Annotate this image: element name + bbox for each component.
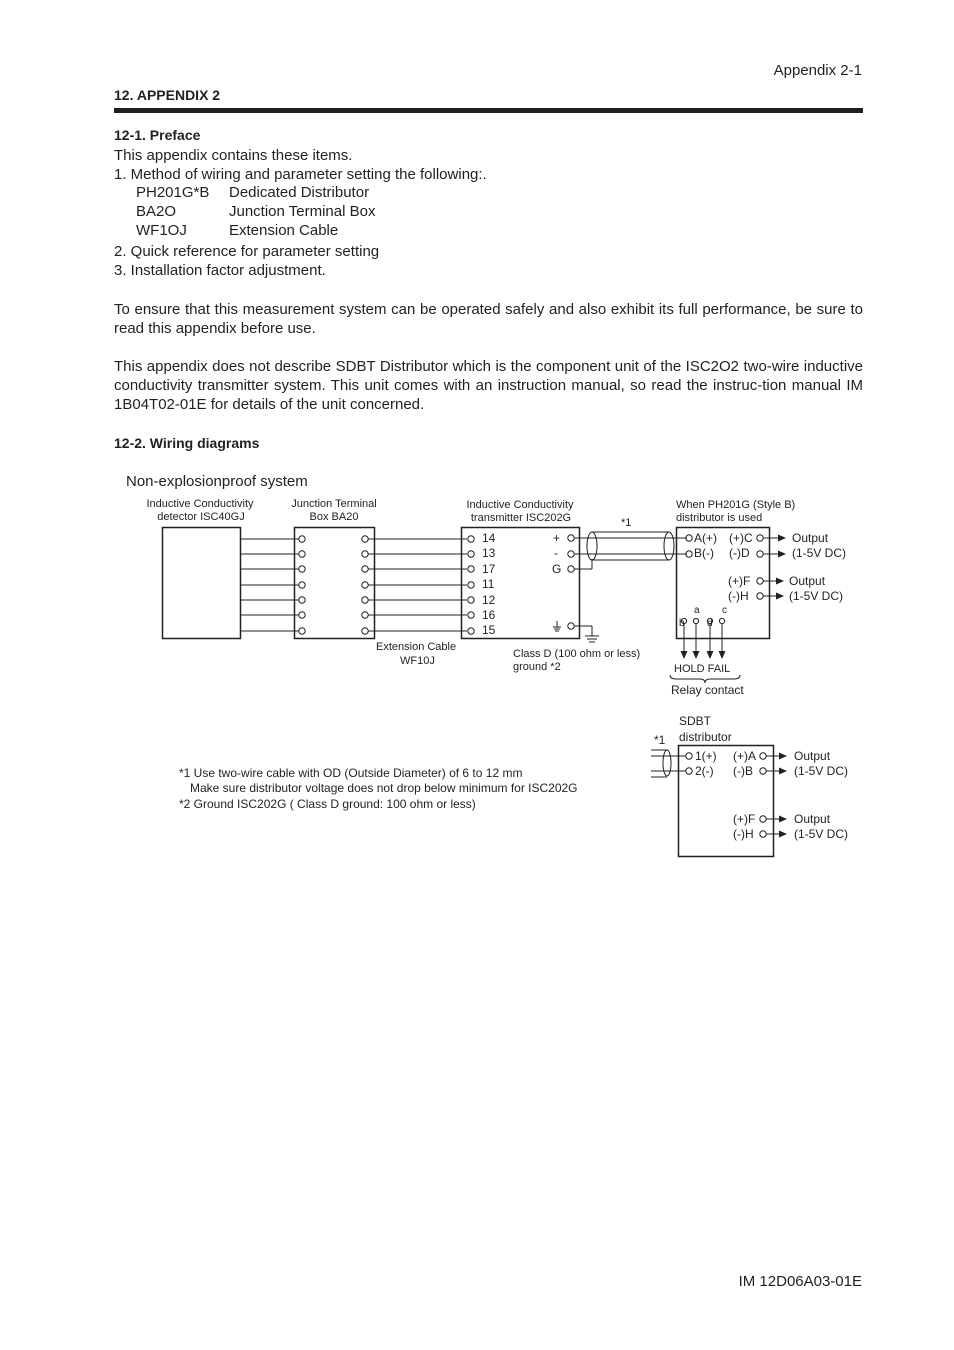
ph-terminal-c: (+)C xyxy=(729,531,753,545)
ph-output-2-label: Output xyxy=(789,574,826,588)
ph201g-label: When PH201G (Style B) xyxy=(676,499,796,511)
terminal-15: 15 xyxy=(482,623,496,637)
extension-cable-wires xyxy=(368,539,467,631)
sdbt-output-1-label: Output xyxy=(794,749,831,763)
transmitter-label: Inductive Conductivity xyxy=(466,499,574,511)
terminal-13: 13 xyxy=(482,546,496,560)
sdbt-output-2-label: Output xyxy=(794,812,831,826)
note-mark-2: *1 xyxy=(654,733,666,747)
terminal-12: 12 xyxy=(482,593,496,607)
two-wire-cable xyxy=(574,532,687,569)
detector-box xyxy=(163,528,241,639)
sdbt-label-2: distributor xyxy=(679,730,732,744)
ph-terminal-a: A(+) xyxy=(694,531,718,545)
sdbt-terminal-f: (+)F xyxy=(733,812,756,826)
detector-wires xyxy=(241,539,299,631)
jbox-label: Junction Terminal xyxy=(291,498,377,510)
preface-item-1: 1. Method of wiring and parameter setting the following:. xyxy=(114,166,487,183)
sdbt-terminal-b: (-)B xyxy=(733,764,753,778)
extension-cable-label: Extension Cable xyxy=(376,641,457,653)
ph201g-box xyxy=(677,528,770,639)
detector-label: Inductive Conductivity xyxy=(146,498,254,510)
document-id: IM 12D06A03-01E xyxy=(738,1273,862,1290)
section-title: 12. APPENDIX 2 xyxy=(114,87,221,103)
transmitter-box xyxy=(462,528,580,639)
hold-fail-label: HOLD FAIL xyxy=(674,663,731,675)
list-item-desc: Extension Cable xyxy=(229,222,339,239)
relay-a-label: a xyxy=(694,605,700,616)
ph-terminal-f: (+)F xyxy=(728,574,751,588)
ground-label: Class D (100 ohm or less) xyxy=(513,648,641,660)
ph-terminal-h: (-)H xyxy=(728,589,749,603)
sdbt-paragraph: This appendix does not describe SDBT Distributor which is the component unit of the ISC2O2 two-wire inductive conductivity transmitter system. This unit comes with an instruction manual, so read the instruc-tion manual IM 1B04T02-01E for details of the unit concerned. xyxy=(114,358,863,414)
page-reference: Appendix 2-1 xyxy=(773,62,862,79)
terminal-14: 14 xyxy=(482,531,496,545)
ground-label-2: ground *2 xyxy=(513,661,561,673)
note-1: *1 Use two-wire cable with OD (Outside Diameter) of 6 to 12 mm xyxy=(179,766,523,780)
ph-terminal-b: B(-) xyxy=(694,546,714,560)
list-item-model: WF1OJ xyxy=(136,222,187,239)
jbox-model-label: Box BA20 xyxy=(309,511,359,523)
sdbt-terminal-h: (-)H xyxy=(733,827,754,841)
preface-heading: 12-1. Preface xyxy=(114,127,201,143)
note-2: *2 Ground ISC202G ( Class D ground: 100 ohm or less) xyxy=(179,797,476,811)
note-mark-1: *1 xyxy=(621,517,632,529)
extension-cable-model: WF10J xyxy=(400,655,435,667)
wiring-heading: 12-2. Wiring diagrams xyxy=(114,435,260,451)
preface-item-2: 2. Quick reference for parameter setting xyxy=(114,243,380,260)
relay-contact-label: Relay contact xyxy=(671,683,744,697)
terminal-plus: + xyxy=(553,531,561,545)
ph201g-label-2: distributor is used xyxy=(676,512,763,524)
terminal-17: 17 xyxy=(482,562,496,576)
ph-output-1-label: Output xyxy=(792,531,829,545)
transmitter-model-label: transmitter ISC202G xyxy=(470,512,572,524)
sdbt-terminal-2: 2(-) xyxy=(695,764,714,778)
junction-terminals xyxy=(299,536,368,634)
ph201g-output-lines xyxy=(763,538,780,596)
sdbt-box xyxy=(679,746,774,857)
list-item-desc: Junction Terminal Box xyxy=(229,203,376,220)
terminal-11: 11 xyxy=(482,577,495,591)
system-label: Non-explosionproof system xyxy=(126,473,308,490)
terminal-16: 16 xyxy=(482,608,496,622)
detector-model-label: detector ISC40GJ xyxy=(157,511,245,523)
note-1-detail: Make sure distributor voltage does not drop below minimum for ISC202G xyxy=(190,781,578,795)
safety-paragraph: To ensure that this measurement system can be operated safely and also exhibit its full performance, be sure to read this appendix before use. xyxy=(114,301,863,338)
transmitter-output-terminals xyxy=(568,535,574,629)
terminal-minus: - xyxy=(554,546,558,560)
preface-intro: This appendix contains these items. xyxy=(114,147,353,164)
relay-b-label: b xyxy=(679,618,685,629)
list-item-desc: Dedicated Distributor xyxy=(229,184,370,201)
sdbt-terminal-1: 1(+) xyxy=(695,749,717,763)
ph-terminal-d: (-)D xyxy=(729,546,750,560)
sdbt-output-2-range: (1-5V DC) xyxy=(794,827,849,841)
sdbt-cable xyxy=(651,750,686,777)
list-item-model: PH201G*B xyxy=(136,184,210,201)
sdbt-output-1-range: (1-5V DC) xyxy=(794,764,849,778)
relay-c-label: c xyxy=(722,605,727,616)
terminal-g: G xyxy=(552,562,562,576)
ph-output-1-range: (1-5V DC) xyxy=(792,546,847,560)
preface-item-3: 3. Installation factor adjustment. xyxy=(114,262,326,279)
sdbt-label: SDBT xyxy=(679,714,712,728)
ph-output-2-range: (1-5V DC) xyxy=(789,589,844,603)
transmitter-input-terminals xyxy=(468,536,474,634)
relay-d-label: d xyxy=(707,618,713,629)
sdbt-terminal-a: (+)A xyxy=(733,749,757,763)
list-item-model: BA2O xyxy=(136,203,177,220)
